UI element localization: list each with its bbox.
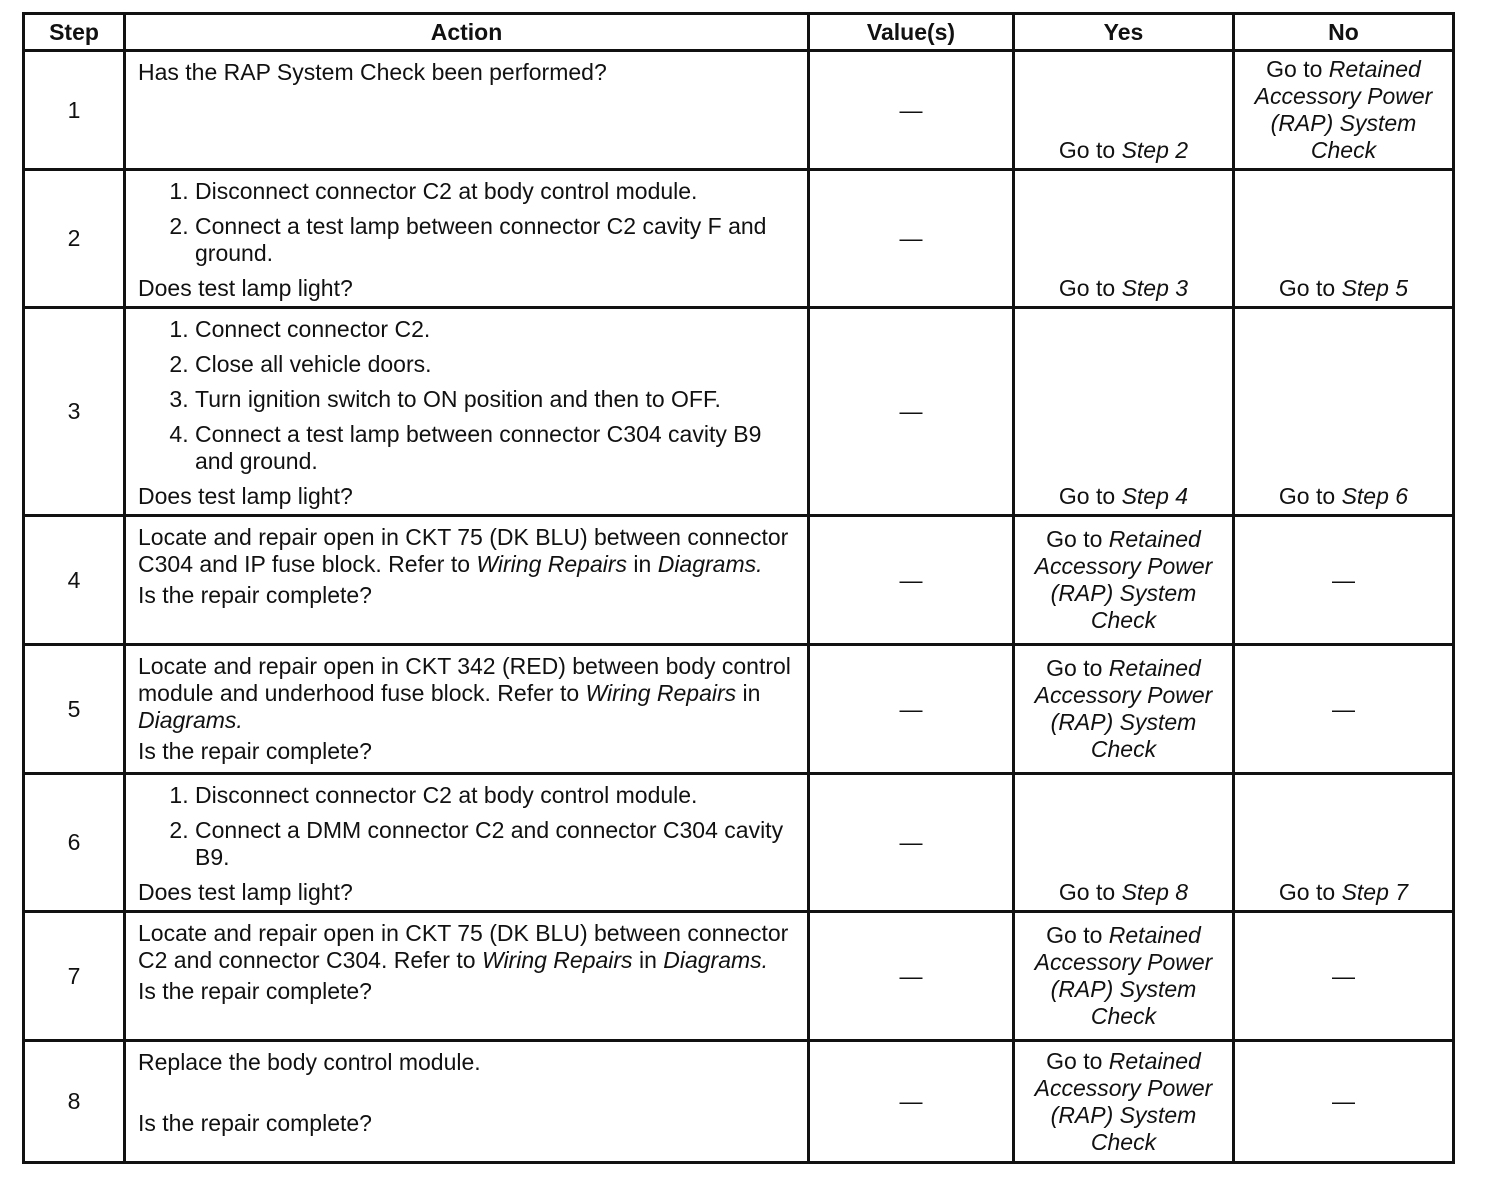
reference-link[interactable]: Diagrams. [138, 707, 243, 733]
table-row [24, 1041, 1454, 1163]
link-target[interactable]: Retained Accessory Power (RAP) System Check [1254, 56, 1433, 163]
list-item: 2. Connect a DMM connector C2 and connector C304 cavity B9. [195, 817, 797, 871]
question-text: Does test lamp light? [138, 879, 353, 905]
no-cell: — [1234, 516, 1454, 645]
value-cell: — [809, 1041, 1014, 1163]
yes-cell[interactable] [1014, 774, 1234, 912]
value-cell: — [809, 51, 1014, 170]
table-row [24, 308, 1454, 516]
reference-link[interactable]: Diagrams. [657, 551, 763, 577]
value-cell: — [809, 308, 1014, 516]
value-cell: — [809, 645, 1014, 774]
value-cell: — [809, 170, 1014, 308]
link-target[interactable]: Step 7 [1341, 879, 1409, 905]
link-target[interactable]: Retained Accessory Power (RAP) System Check [1034, 526, 1213, 633]
table-row [24, 645, 1454, 774]
no-cell[interactable] [1234, 51, 1454, 170]
action-cell [125, 645, 809, 774]
no-cell: — [1234, 645, 1454, 774]
question-text: Is the repair complete? [138, 738, 372, 764]
yes-cell[interactable] [1014, 51, 1234, 170]
header-no: No [1234, 14, 1454, 51]
yes-cell[interactable] [1014, 1041, 1234, 1163]
no-cell[interactable] [1234, 774, 1454, 912]
procedure-list [138, 782, 797, 871]
go-to-prefix: Go to [1058, 275, 1116, 301]
action-paragraph: Replace the body control module. [138, 1049, 481, 1075]
list-item: 1. Disconnect connector C2 at body control module. [195, 782, 797, 809]
yes-cell[interactable] [1014, 912, 1234, 1041]
go-to-prefix: Go to [1058, 879, 1116, 905]
procedure-list [138, 178, 797, 267]
yes-cell[interactable] [1014, 645, 1234, 774]
action-paragraph: Locate and repair open in CKT 75 (DK BLU) between connector C304 and IP fuse block. Refer to Wiring Repairs in Diagrams. [138, 524, 789, 577]
go-to-prefix: Go to [1046, 526, 1103, 552]
link-target[interactable]: Step 5 [1341, 275, 1409, 301]
link-target[interactable]: Step 8 [1121, 879, 1189, 905]
list-item: 3. Turn ignition switch to ON position and then to OFF. [195, 386, 797, 413]
table-header-row [24, 14, 1454, 51]
go-to-prefix: Go to [1278, 879, 1336, 905]
link-target[interactable]: Step 3 [1121, 275, 1189, 301]
no-cell[interactable] [1234, 308, 1454, 516]
question-text: Does test lamp light? [138, 275, 353, 301]
question-text: Is the repair complete? [138, 582, 372, 608]
question-text: Is the repair complete? [138, 978, 372, 1004]
step-number: 7 [24, 912, 125, 1041]
step-number: 8 [24, 1041, 125, 1163]
go-to-prefix: Go to [1046, 1047, 1103, 1074]
header-action: Action [125, 14, 809, 51]
step-number: 6 [24, 774, 125, 912]
link-target[interactable]: Step 4 [1121, 483, 1189, 509]
value-cell: — [809, 912, 1014, 1041]
header-step: Step [24, 14, 125, 51]
header-yes: Yes [1014, 14, 1234, 51]
no-cell: — [1234, 912, 1454, 1041]
link-target[interactable]: Step 6 [1341, 483, 1409, 509]
step-number: 2 [24, 170, 125, 308]
header-values: Value(s) [809, 14, 1014, 51]
no-cell: — [1234, 1041, 1454, 1163]
list-item: 4. Connect a test lamp between connector C304 cavity B9 and ground. [195, 421, 797, 475]
table-row [24, 912, 1454, 1041]
reference-link[interactable]: Diagrams. [663, 947, 769, 973]
action-cell [125, 1041, 809, 1163]
action-cell [125, 912, 809, 1041]
step-number: 5 [24, 645, 125, 774]
list-item: 2. Connect a test lamp between connector C2 cavity F and ground. [195, 213, 797, 267]
step-number: 1 [24, 51, 125, 170]
question-text: Is the repair complete? [138, 1110, 372, 1136]
link-target[interactable]: Step 2 [1121, 137, 1189, 163]
step-number: 3 [24, 308, 125, 516]
link-target[interactable]: Retained Accessory Power (RAP) System Check [1034, 922, 1213, 1029]
question-text: Has the RAP System Check been performed? [138, 59, 607, 85]
action-paragraph: Locate and repair open in CKT 75 (DK BLU) between connector C2 and connector C304. Refer to Wiring Repairs in Diagrams. [138, 920, 789, 973]
table-row [24, 516, 1454, 645]
go-to-prefix: Go to [1046, 922, 1103, 948]
list-item: 1. Disconnect connector C2 at body control module. [195, 178, 797, 205]
action-cell [125, 516, 809, 645]
procedure-list [138, 316, 797, 475]
yes-cell[interactable] [1014, 308, 1234, 516]
go-to-prefix: Go to [1278, 275, 1336, 301]
go-to-prefix: Go to [1058, 483, 1116, 509]
reference-link[interactable]: Wiring Repairs [585, 680, 737, 706]
list-item: 1. Connect connector C2. [195, 316, 797, 343]
go-to-prefix: Go to [1046, 655, 1103, 681]
value-cell: — [809, 774, 1014, 912]
yes-cell[interactable] [1014, 170, 1234, 308]
list-item: 2. Close all vehicle doors. [195, 351, 797, 378]
no-cell[interactable] [1234, 170, 1454, 308]
action-cell [125, 774, 809, 912]
link-target[interactable]: Retained Accessory Power (RAP) System Check [1034, 1047, 1213, 1155]
action-cell [125, 170, 809, 308]
action-cell [125, 308, 809, 516]
diagnostic-table [22, 12, 1455, 1164]
table-row [24, 774, 1454, 912]
go-to-prefix: Go to [1266, 56, 1323, 82]
go-to-prefix: Go to [1058, 137, 1116, 163]
reference-link[interactable]: Wiring Repairs [481, 947, 633, 973]
table-row [24, 51, 1454, 170]
link-target[interactable]: Retained Accessory Power (RAP) System Check [1034, 655, 1213, 762]
table-row [24, 170, 1454, 308]
go-to-prefix: Go to [1278, 483, 1336, 509]
yes-cell[interactable] [1014, 516, 1234, 645]
reference-link[interactable]: Wiring Repairs [476, 551, 628, 577]
question-text: Does test lamp light? [138, 483, 353, 509]
value-cell: — [809, 516, 1014, 645]
action-paragraph: Locate and repair open in CKT 342 (RED) between body control module and underhood fuse block. Refer to Wiring Repairs in Diagrams. [138, 653, 791, 733]
action-cell [125, 51, 809, 170]
step-number: 4 [24, 516, 125, 645]
